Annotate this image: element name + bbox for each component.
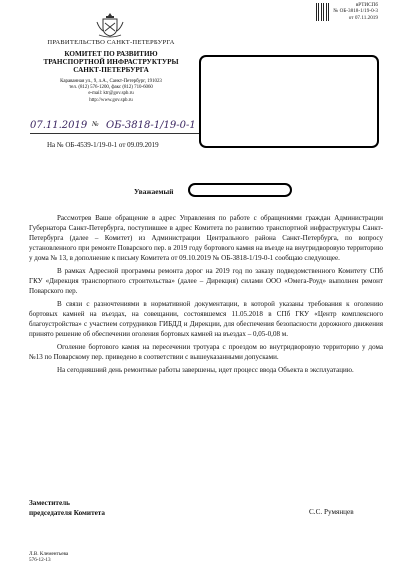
- paragraph-2: В рамках Адресной программы ремонта дорог на 2019 год по заказу подведомственного Комитету СПб ГКУ «Дирекция транспортного строительства» (далее – Дирекция) силами ООО «Омега-Роуд» выполнен ремонт Поварского пер.: [29, 267, 383, 296]
- registration-stamp: [304, 2, 378, 21]
- stamp-number: № ОБ-3818-1/19-0-3: [333, 8, 378, 15]
- outgoing-no-label: №: [92, 120, 99, 128]
- position-line-1: Заместитель: [29, 499, 70, 507]
- paragraph-3: В связи с разночтениями в нормативной документации, в которой указаны требования к оголению бортовых камней на въездах, на совещании, состоявшемся 11.05.2018 в СПб ГКУ «Центр комплексного благоустройства» с участием сотрудников ГИБДД и Дирекции, для обеспечения безопасности дорожного движения принято решение об обеспечении оголения бортовых камней на въездах – 0,05-0,08 м.: [29, 299, 383, 339]
- signatory-name: С.С. Румянцев: [309, 508, 354, 516]
- executor-name: Л.В. Клементьева: [29, 551, 69, 557]
- address-website: http://www.gov.spb.ru: [89, 97, 133, 103]
- paragraph-5: На сегодняшний день ремонтные работы завершены, идет процесс ввода Объекта в эксплуатацию.: [57, 365, 354, 374]
- committee-name: [30, 50, 192, 75]
- committee-line-2: ТРАНСПОРТНОЙ ИНФРАСТРУКТУРЫ: [43, 58, 179, 67]
- outgoing-number: ОБ-3818-1/19-0-1: [106, 120, 196, 131]
- letter-body: [29, 213, 383, 377]
- committee-line-1: КОМИТЕТ ПО РАЗВИТИЮ: [64, 50, 158, 58]
- government-name: ПРАВИТЕЛЬСТВО САНКТ-ПЕТЕРБУРГА: [47, 39, 175, 46]
- outgoing-date: 07.11.2019: [30, 120, 88, 131]
- stamp-header: вРТИСПб: [355, 2, 378, 8]
- stamp-date: от 07.11.2019: [348, 14, 378, 21]
- executor-phone: 576-12-13: [29, 557, 51, 564]
- reference-line: На № ОБ-4539-1/19-0-1 от 09.09.2019: [47, 141, 159, 149]
- position-line-2: председателя Комитета: [29, 509, 106, 517]
- address-line-2: тел. (812) 576-1200, факс (812) 710-6060: [69, 85, 153, 91]
- paragraph-4: Оголение бортового камня на пересечении тротуара с проездом во внутридворовую территорию у дома №13 по Поварскому пер. приведено в соответствии с вышеуказанными допусками.: [29, 342, 383, 361]
- committee-line-3: САНКТ-ПЕТЕРБУРГА: [73, 66, 149, 75]
- coat-of-arms-icon: [94, 11, 126, 39]
- redacted-name: [188, 183, 292, 197]
- address-line-1: Караванная ул., 9, л.А., Санкт-Петербург, 191023: [60, 79, 162, 84]
- salutation: Уважаемый: [134, 187, 174, 196]
- address-email: e-mail: ktr@gov.spb.ru: [88, 91, 134, 97]
- redacted-recipient: [199, 55, 379, 148]
- executor-info: [29, 551, 68, 564]
- committee-address: [30, 79, 192, 104]
- paragraph-1: Рассмотрев Ваше обращение в адрес Управления по работе с обращениями граждан Администрации Губернатора Санкт-Петербурга, поступившее в адрес Комитета по развитию транспортной инфраструктуры Санкт-Петербурга (далее – Комитет) из Администрации Центрального района Санкт-Петербурга, по вопросу установленного при ремонте Поварского пер. в 2019 году бортового камня на въезде на внутридворовую территорию у дома № 13, в дополнение к письму Комитета от 09.10.2019 № ОБ-3818-1/19-0-1 сообщаю следующее.: [29, 214, 383, 263]
- signatory-position: [29, 498, 105, 518]
